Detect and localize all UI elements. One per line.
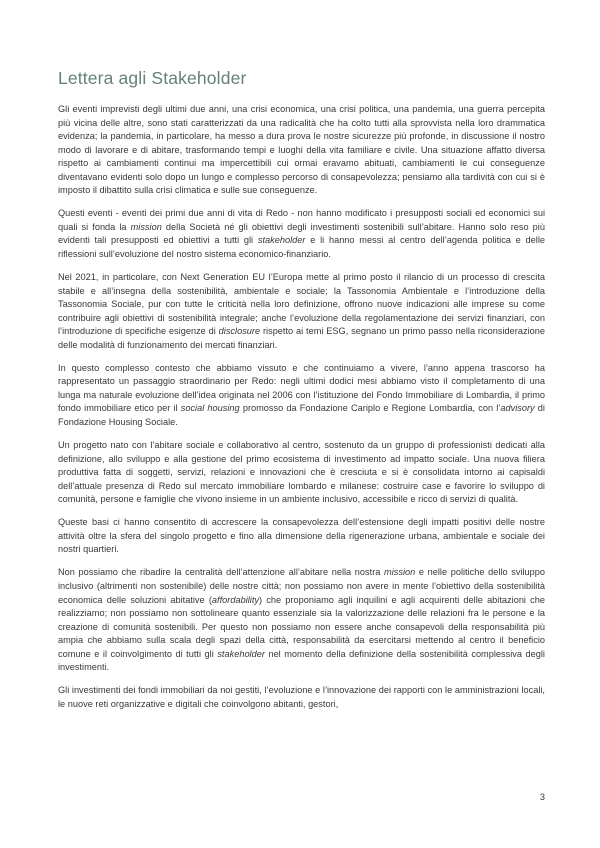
page-content xyxy=(58,0,545,711)
paragraph: Gli eventi imprevisti degli ultimi due anni, una crisi economica, una crisi politica, una pandemia, una guerra percepita più vicina delle altre, sono stati caratterizzati da una radicalità che ha colto tutti alla sprovvista nella loro drammatica evidenza; la pandemia, in particolare, ha messo a dura prova le nostre sicurezze più profonde, in discussione il nostro modo di lavorare e di abitare, trasformando tempi e luoghi della vita familiare e civile. Una situazione affatto diversa rispetto ai cambiamenti continui ma impercettibili cui ormai eravamo abituati, cambiamenti le cui conseguenze diventavano evidenti solo dopo un lungo e complesso percorso di consapevolezza; pensiamo alla tardività con cui si è imposto il dibattito sulla crisi climatica e sulle sue conseguenze. xyxy=(58,104,545,196)
paragraph: In questo complesso contesto che abbiamo vissuto e che continuiamo a vivere, l’anno appena trascorso ha rappresentato un passaggio straordinario per Redo: negli ultimi dodici mesi abbiamo visto il completamento di una lunga ma naturale evoluzione dell’idea originata nel 2006 con l’istituzione del Fondo Immobiliare di Lombardia, il primo fondo immobiliare etico per il social housing promosso da Fondazione Cariplo e Regione Lombardia, con l’advisory di Fondazione Housing Sociale. xyxy=(58,362,545,427)
letter-body xyxy=(58,89,545,711)
paragraph: Questi eventi - eventi dei primi due anni di vita di Redo - non hanno modificato i presupposti sociali ed economici sui quali si fonda la mission della Società né gli obiettivi degli investimenti sostenibili sull’abitare. Hanno solo reso più evidenti tali presupposti ed obiettivi a tutti gli stakeholder e li hanno messi al centro dell’agenda politica e delle riflessioni sull’evoluzione del nostro sistema economico-finanziario. xyxy=(58,208,546,259)
paragraph: Non possiamo che ribadire la centralità dell’attenzione all’abitare nella nostra mission e nelle politiche dello sviluppo inclusivo (altrimenti non sostenibile) delle nostre città; non possiamo non avere in mente l’obiettivo della sostenibilità economica delle soluzioni abitative (affordability) che proponiamo agli inquilini e agli acquirenti delle abitazioni che realizziamo; non possiamo non sottolineare quanto essenziale sia la valorizzazione delle relazioni fra le persone e la creazione di comunità sostenibili. Per questo non possiamo non essere anche consapevoli della responsabilità più ampia che abbiamo sulla scala degli spazi della città, responsabilità da esercitarsi mettendo al centro il beneficio comune e il coinvolgimento di tutti gli stakeholder nel momento della definizione della sostenibilità complessiva degli investimenti. xyxy=(58,567,546,673)
page-title: Lettera agli Stakeholder xyxy=(58,68,247,88)
paragraph: Nel 2021, in particolare, con Next Generation EU l’Europa mette al primo posto il rilancio di un processo di crescita stabile e all’insegna della sostenibilità, ambientale e sociale; la Tassonomia Ambientale e l’introduzione della Tassonomia Sociale, pur con tutte le criticità nella loro definizione, offrono nuove indicazioni alle imprese su come contribuire agli obiettivi di sostenibilità integrale; anche l’evoluzione della regolamentazione dei servizi finanziari, con l’introduzione di specifiche esigenze di disclosure rispetto ai temi ESG, segnano un primo passo nella riconsiderazione delle modalità di funzionamento dei mercati finanziari. xyxy=(58,272,545,350)
paragraph: Un progetto nato con l’abitare sociale e collaborativo al centro, sostenuto da un gruppo di professionisti dedicati alla definizione, allo sviluppo e alla gestione del primo ecosistema di investimento ad impatto sociale. Una nuova filiera produttiva fatta di soggetti, servizi, relazioni e innovazioni che è cresciuta e si è consolidata intorno ai capisaldi dell’attuale presenza di Redo sul mercato immobiliare lombardo e milanese: costruire case e favorire lo sviluppo di comunità, persone e famiglie che vivono insieme in un ambiente inclusivo, accessibile e ricco di servizi di qualità. xyxy=(58,440,545,505)
paragraph: Queste basi ci hanno consentito di accrescere la consapevolezza dell’estensione degli impatti positivi delle nostre attività oltre la sfera del singolo progetto e fino alla dimensione della rigenerazione urbana, ambientale e sociale dei nostri quartieri. xyxy=(58,517,545,555)
page-number: 3 xyxy=(539,792,545,802)
paragraph: Gli investimenti dei fondi immobiliari da noi gestiti, l’evoluzione e l’innovazione dei rapporti con le amministrazioni locali, le nuove reti organizzative e digitali che coinvolgono abitanti, gestori, xyxy=(58,685,545,709)
